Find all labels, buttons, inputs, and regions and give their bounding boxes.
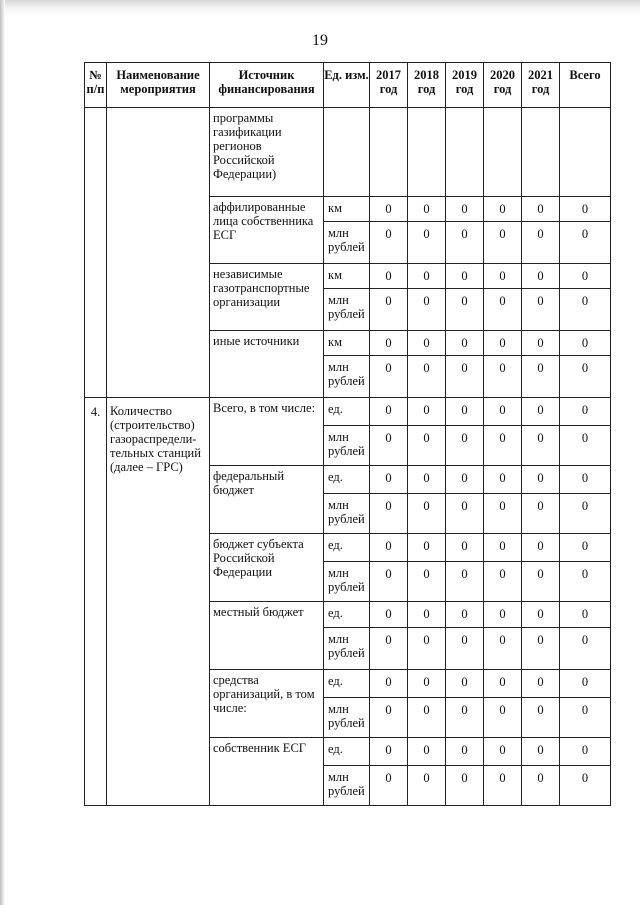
value-cell: 0 [522,766,560,806]
value-cell: 0 [408,222,446,264]
value-cell: 0 [408,466,446,494]
empty-cell [560,108,611,197]
value-cell: 0 [522,628,560,670]
value-cell: 0 [484,698,522,738]
value-cell: 0 [370,264,408,289]
source-label: бюджет субъекта Российской Федерации [210,534,324,602]
header-total: Всего [560,63,611,108]
value-cell: 0 [484,602,522,628]
value-cell: 0 [560,698,611,738]
continuation-name-cell [107,108,210,398]
value-cell: 0 [408,356,446,398]
unit-cell: ед. [324,398,370,426]
section-number: 4. [85,398,107,806]
value-cell: 0 [522,398,560,426]
header-2018: 2018 год [408,63,446,108]
value-cell: 0 [522,466,560,494]
value-cell: 0 [560,398,611,426]
value-cell: 0 [522,426,560,466]
value-cell: 0 [560,494,611,534]
source-label: программы газификации регионов Российской Федерации) [210,108,324,197]
value-cell: 0 [484,331,522,356]
value-cell: 0 [484,466,522,494]
value-cell: 0 [370,197,408,222]
value-cell: 0 [408,289,446,331]
table-row [85,398,611,426]
header-row [85,63,611,108]
unit-cell: млн рублей [324,766,370,806]
unit-cell: млн рублей [324,222,370,264]
value-cell: 0 [446,602,484,628]
value-cell: 0 [522,698,560,738]
value-cell: 0 [522,331,560,356]
source-label: иные источники [210,331,324,398]
value-cell: 0 [522,534,560,562]
source-label: местный бюджет [210,602,324,670]
unit-cell: млн рублей [324,698,370,738]
value-cell: 0 [446,494,484,534]
unit-cell: км [324,264,370,289]
scan-edge-top [0,0,640,16]
value-cell: 0 [522,264,560,289]
value-cell: 0 [522,562,560,602]
value-cell: 0 [484,289,522,331]
unit-cell: ед. [324,738,370,766]
value-cell: 0 [484,264,522,289]
value-cell: 0 [560,197,611,222]
empty-cell [522,108,560,197]
source-label: Всего, в том числе: [210,398,324,466]
value-cell: 0 [408,534,446,562]
empty-cell [446,108,484,197]
header-2020: 2020 год [484,63,522,108]
unit-cell: ед. [324,466,370,494]
value-cell: 0 [484,494,522,534]
source-label: средства организаций, в том числе: [210,670,324,738]
header-num: № п/п [85,63,107,108]
empty-cell [370,108,408,197]
value-cell: 0 [370,331,408,356]
value-cell: 0 [522,494,560,534]
value-cell: 0 [446,197,484,222]
value-cell: 0 [446,670,484,698]
value-cell: 0 [484,534,522,562]
financing-table [84,62,611,806]
header-2021: 2021 год [522,63,560,108]
value-cell: 0 [560,264,611,289]
unit-cell: млн рублей [324,289,370,331]
value-cell: 0 [560,426,611,466]
page-number: 19 [312,32,328,49]
value-cell: 0 [370,356,408,398]
value-cell: 0 [484,738,522,766]
value-cell: 0 [408,766,446,806]
event-name: Количество (строительство) газораспредели-тельных станций (далее – ГРС) [107,398,210,806]
value-cell: 0 [370,466,408,494]
header-2019: 2019 год [446,63,484,108]
value-cell: 0 [560,289,611,331]
value-cell: 0 [446,738,484,766]
empty-cell [408,108,446,197]
value-cell: 0 [484,562,522,602]
value-cell: 0 [370,670,408,698]
value-cell: 0 [560,222,611,264]
value-cell: 0 [408,670,446,698]
unit-cell: млн рублей [324,356,370,398]
unit-cell: млн рублей [324,494,370,534]
value-cell: 0 [408,698,446,738]
value-cell: 0 [446,264,484,289]
value-cell: 0 [408,197,446,222]
value-cell: 0 [370,534,408,562]
value-cell: 0 [522,738,560,766]
header-name: Наименование мероприятия [107,63,210,108]
value-cell: 0 [484,628,522,670]
scan-edge-left [0,0,5,905]
unit-cell: ед. [324,602,370,628]
empty-cell [484,108,522,197]
value-cell: 0 [370,562,408,602]
value-cell: 0 [446,766,484,806]
header-2017: 2017 год [370,63,408,108]
table-row [85,108,611,197]
value-cell: 0 [484,356,522,398]
value-cell: 0 [370,698,408,738]
continuation-num-cell [85,108,107,398]
table-body [85,108,611,806]
value-cell: 0 [446,426,484,466]
value-cell: 0 [408,562,446,602]
value-cell: 0 [408,494,446,534]
value-cell: 0 [560,628,611,670]
value-cell: 0 [446,289,484,331]
unit-cell: ед. [324,534,370,562]
value-cell: 0 [370,426,408,466]
unit-cell: км [324,197,370,222]
unit-cell: ед. [324,670,370,698]
value-cell: 0 [408,264,446,289]
value-cell: 0 [560,562,611,602]
header-source: Источник финансирования [210,63,324,108]
value-cell: 0 [446,534,484,562]
value-cell: 0 [484,766,522,806]
value-cell: 0 [560,766,611,806]
value-cell: 0 [446,222,484,264]
value-cell: 0 [408,398,446,426]
value-cell: 0 [560,738,611,766]
unit-cell: км [324,331,370,356]
value-cell: 0 [560,602,611,628]
value-cell: 0 [446,331,484,356]
unit-cell: млн рублей [324,562,370,602]
value-cell: 0 [408,331,446,356]
value-cell: 0 [446,356,484,398]
value-cell: 0 [446,698,484,738]
value-cell: 0 [522,356,560,398]
source-label: независимые газотранспортные организации [210,264,324,331]
value-cell: 0 [560,331,611,356]
source-label: федеральный бюджет [210,466,324,534]
header-unit: Ед. изм. [324,63,370,108]
source-label: собственник ЕСГ [210,738,324,806]
value-cell: 0 [560,534,611,562]
value-cell: 0 [370,398,408,426]
value-cell: 0 [522,670,560,698]
value-cell: 0 [522,602,560,628]
value-cell: 0 [484,426,522,466]
value-cell: 0 [408,628,446,670]
value-cell: 0 [484,197,522,222]
value-cell: 0 [370,628,408,670]
value-cell: 0 [370,494,408,534]
source-label: аффилированные лица собственника ЕСГ [210,197,324,264]
value-cell: 0 [446,466,484,494]
value-cell: 0 [560,670,611,698]
value-cell: 0 [408,602,446,628]
value-cell: 0 [408,738,446,766]
value-cell: 0 [370,602,408,628]
value-cell: 0 [484,222,522,264]
unit-cell: млн рублей [324,628,370,670]
value-cell: 0 [446,398,484,426]
value-cell: 0 [370,222,408,264]
value-cell: 0 [370,289,408,331]
value-cell: 0 [370,766,408,806]
value-cell: 0 [560,356,611,398]
value-cell: 0 [446,628,484,670]
value-cell: 0 [522,289,560,331]
unit-cell: млн рублей [324,426,370,466]
empty-cell [324,108,370,197]
value-cell: 0 [484,670,522,698]
value-cell: 0 [522,197,560,222]
value-cell: 0 [484,398,522,426]
value-cell: 0 [446,562,484,602]
value-cell: 0 [370,738,408,766]
value-cell: 0 [408,426,446,466]
value-cell: 0 [522,222,560,264]
value-cell: 0 [560,466,611,494]
